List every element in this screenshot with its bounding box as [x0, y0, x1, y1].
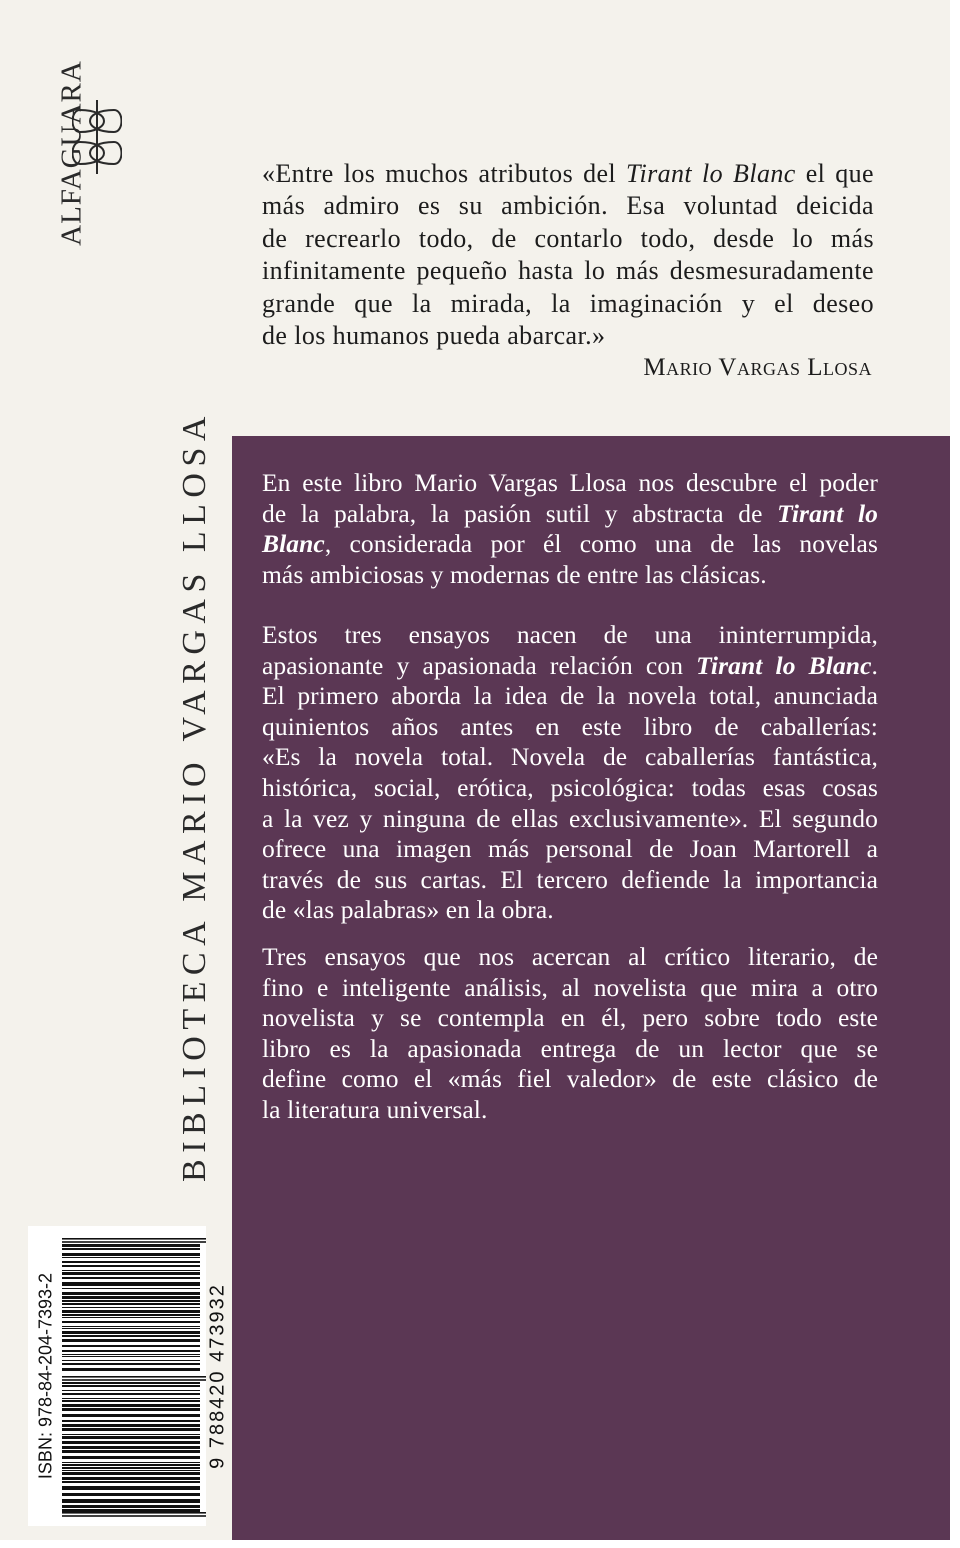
barcode-bar: [62, 1441, 200, 1444]
barcode-bar: [62, 1428, 200, 1431]
ean-number: 9 788420 473932: [206, 1283, 229, 1469]
synopsis-line: Estos tres ensayos nacen de una ininterrumpida,: [262, 620, 878, 649]
synopsis-line: ofrece una imagen más personal de Joan Martorell a: [262, 834, 878, 864]
barcode-bar: [62, 1481, 200, 1483]
barcode-bar: [62, 1398, 200, 1399]
quote-author: Mario Vargas Llosa: [643, 354, 872, 381]
barcode-bar: [62, 1303, 200, 1305]
barcode-bar: [62, 1356, 200, 1357]
barcode-bar: [62, 1277, 200, 1279]
synopsis-line: de «las palabras» en la obra.: [262, 895, 554, 925]
review-quote: [262, 158, 874, 352]
synopsis-line: novelista y se contempla en él, pero sobre todo este: [262, 1003, 878, 1033]
synopsis-line: En este libro Mario Vargas Llosa nos descubre el poder: [262, 468, 878, 497]
barcode-bar: [62, 1499, 200, 1503]
synopsis-line: a la vez y ninguna de ellas exclusivamente». El segundo: [262, 803, 878, 833]
barcode-bar: [62, 1253, 200, 1256]
synopsis-paragraph: [262, 620, 878, 926]
barcode-bar: [62, 1331, 200, 1334]
barcode-bar: [62, 1292, 200, 1295]
quote-line: infinitamente pequeño hasta lo más desmesuradamente: [262, 256, 874, 286]
barcode-bar: [62, 1515, 206, 1517]
barcode-bar: [62, 1335, 200, 1337]
quote-line: de recrearlo todo, de contarlo todo, desde lo más: [262, 223, 874, 253]
barcode-bar: [62, 1272, 200, 1275]
barcode-bar: [62, 1512, 206, 1514]
barcode-bar: [62, 1486, 200, 1490]
barcode-bar: [62, 1244, 200, 1247]
synopsis-line: la literatura universal.: [262, 1094, 488, 1124]
barcode-bar: [62, 1382, 200, 1384]
series-title: [170, 410, 220, 1182]
barcode: [28, 1226, 229, 1526]
barcode-bar: [62, 1408, 200, 1411]
barcode-bar: [62, 1436, 200, 1439]
barcode-bar: [62, 1509, 200, 1512]
image-border: [950, 0, 960, 1548]
barcode-bar: [62, 1505, 200, 1508]
barcode-bar: [62, 1456, 200, 1459]
barcode-bar: [62, 1450, 200, 1453]
barcode-bar: [62, 1345, 200, 1347]
synopsis-line: libro es la apasionada entrega de un lector que se: [262, 1033, 878, 1063]
barcode-bar: [62, 1462, 200, 1463]
barcode-bar: [62, 1257, 200, 1258]
barcode-bar: [62, 1270, 200, 1271]
synopsis-line: más ambiciosas y modernas de entre las clásicas.: [262, 559, 767, 589]
quote-line: «Entre los muchos atributos del Tirant lo Blanc el que: [262, 159, 874, 188]
barcode-bar: [62, 1363, 200, 1365]
quote-line: más admiro es su ambición. Esa voluntad deicida: [262, 191, 874, 221]
barcode-bar: [62, 1368, 200, 1371]
barcode-bar: [62, 1328, 200, 1329]
barcode-bar: [62, 1265, 200, 1267]
quote-line: de los humanos pueda abarcar.»: [262, 320, 606, 350]
barcode-bar: [62, 1248, 200, 1250]
synopsis-line: define como el «más fiel valedor» de este clásico de: [262, 1064, 878, 1094]
barcode-bar: [62, 1472, 200, 1475]
image-border: [0, 1540, 960, 1548]
synopsis-line: quinientos años antes en este libro de caballerías:: [262, 711, 878, 741]
barcode-bar: [62, 1261, 200, 1263]
barcode-bar: [62, 1321, 200, 1323]
synopsis-line: apasionante y apasionada relación con Tirant lo Blanc.: [262, 650, 878, 680]
barcode-bar: [62, 1404, 200, 1407]
barcode-bar: [62, 1464, 200, 1466]
synopsis-line: de la palabra, la pasión sutil y abstracta de Tirant lo: [262, 498, 879, 528]
series-name: BIBLIOTECA MARIO VARGAS LLOSA: [176, 410, 213, 1182]
barcode-bar: [62, 1393, 200, 1395]
synopsis-line: El primero aborda la idea de la novela total, anunciada: [262, 681, 878, 711]
synopsis-paragraph: [262, 942, 878, 1126]
barcode-bar: [62, 1310, 200, 1313]
barcode-bar: [62, 1354, 200, 1355]
barcode-bar: [62, 1360, 200, 1361]
barcode-bar: [62, 1238, 206, 1240]
barcode-bar: [62, 1467, 200, 1469]
synopsis-line: histórica, social, erótica, psicológica: todas esas cosas: [262, 772, 878, 802]
synopsis-paragraph: [262, 468, 878, 590]
barcode-bar: [62, 1300, 200, 1302]
barcode-bar: [62, 1446, 200, 1449]
quote-line: grande que la mirada, la imaginación y el deseo: [262, 288, 874, 318]
barcode-bar: [62, 1296, 200, 1299]
barcode-bar: [62, 1493, 200, 1496]
barcode-bar: [62, 1414, 200, 1417]
barcode-bar: [62, 1376, 206, 1378]
barcode-bar: [62, 1282, 200, 1286]
publisher-emblem-icon: [72, 98, 122, 176]
synopsis-line: través de sus cartas. El tercero defiende la importancia: [262, 864, 878, 894]
barcode-bar: [62, 1350, 200, 1352]
barcode-bar: [62, 1339, 200, 1342]
barcode-bar: [62, 1470, 200, 1471]
synopsis-line: Blanc, considerada por él como una de las novelas: [262, 529, 878, 559]
barcode-bar: [62, 1385, 200, 1387]
synopsis-line: «Es la novela total. Novela de caballerías fantástica,: [262, 742, 878, 772]
barcode-bar: [62, 1400, 200, 1402]
barcode-bar: [62, 1241, 206, 1243]
barcode-bar: [62, 1314, 200, 1316]
isbn-number: ISBN: 978-84-204-7393-2: [35, 1272, 56, 1480]
barcode-bar: [62, 1420, 200, 1422]
synopsis-line: fino e inteligente análisis, al novelista que mira a otro: [262, 972, 878, 1002]
barcode-bar: [62, 1379, 206, 1381]
barcode-bar: [62, 1317, 200, 1318]
synopsis-line: Tres ensayos que nos acercan al crítico literario, de: [262, 942, 878, 971]
barcode-bar: [62, 1477, 200, 1480]
barcode-bar: [62, 1390, 200, 1391]
barcode-bar: [62, 1424, 200, 1427]
barcode-bar: [62, 1288, 200, 1289]
barcode-bar: [62, 1326, 200, 1327]
barcode-bar: [62, 1307, 200, 1308]
barcode-bar: [62, 1434, 200, 1435]
publisher-name: ALFAGUARA: [55, 60, 88, 246]
